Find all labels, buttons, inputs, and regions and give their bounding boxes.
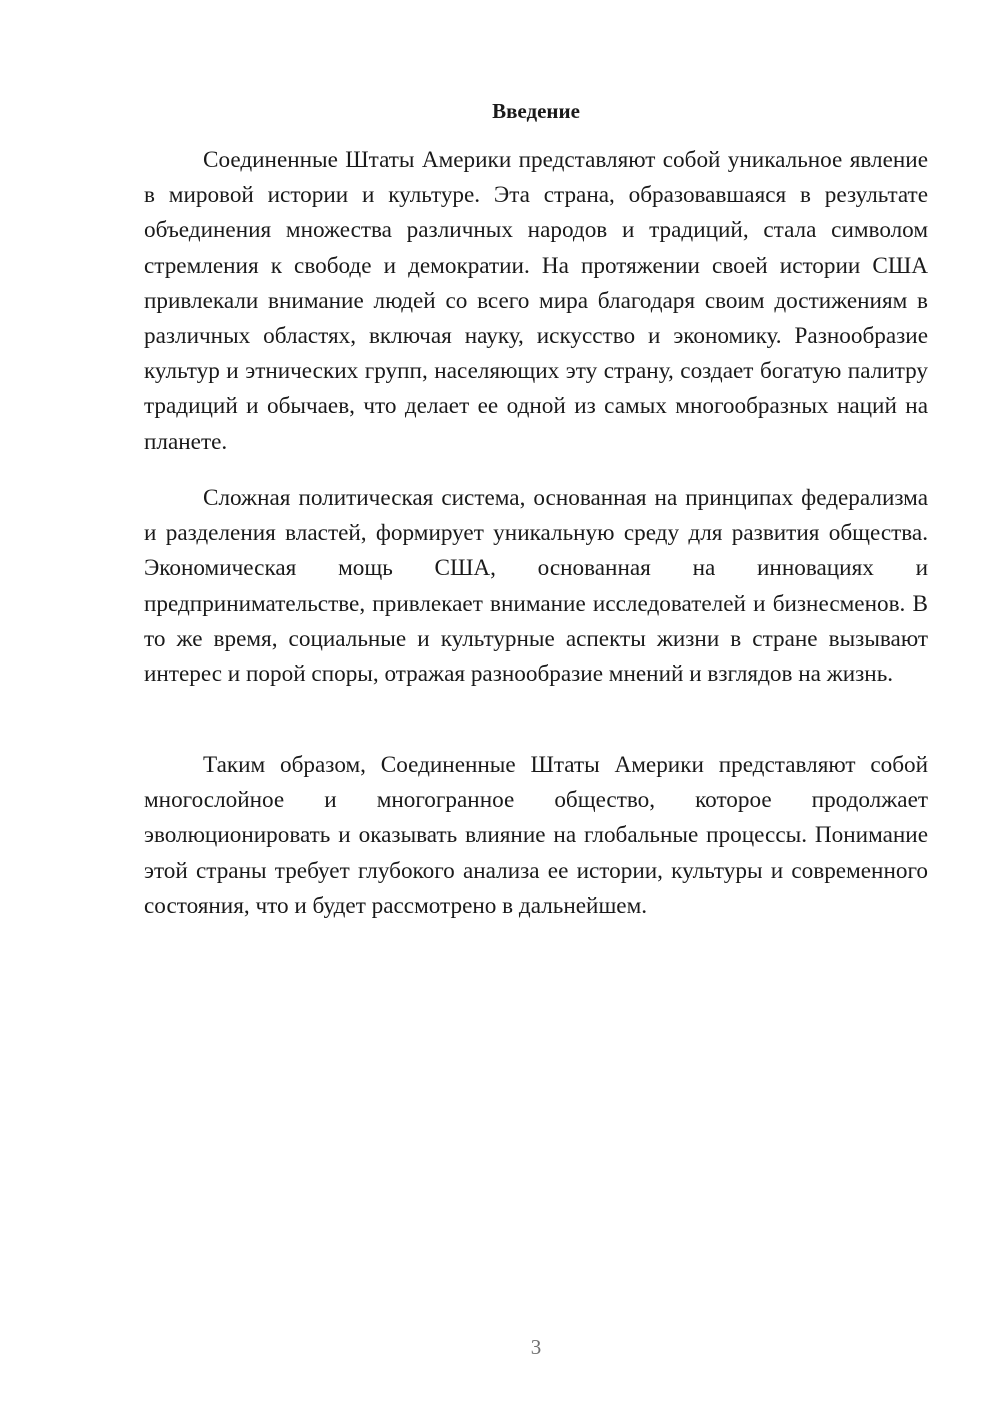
section-heading: Введение — [492, 99, 580, 123]
page-number: 3 — [530, 1335, 542, 1359]
paragraph-1: Соединенные Штаты Америки представляют собой уникальное явление в мировой истории и культуре. Эта страна, образовавшаяся в результате объединения множества различных народов и традиций, стала символом стремления к свободе и демократии. На протяжении своей истории США привлекали внимание людей со всего мира благодаря своим достижениям в различных областях, включая науку, искусство и экономику. Разнообразие культур и этнических групп, населяющих эту страну, создает богатую палитру традиций и обычаев, что делает ее одной из самых многообразных наций на планете. — [144, 147, 928, 455]
paragraph-2: Сложная политическая система, основанная на принципах федерализма и разделения властей, формирует уникальную среду для развития общества. Экономическая мощь США, основанная на инновациях и предпринимательстве, привлекает внимание исследователей и бизнесменов. В то же время, социальные и культурные аспекты жизни в стране вызывают интерес и порой споры, отражая разнообразие мнений и взглядов на жизнь. — [144, 485, 928, 688]
paragraph-3: Таким образом, Соединенные Штаты Америки представляют собой многослойное и многогранное общество, которое продолжает эволюционировать и оказывать влияние на глобальные процессы. Понимание этой страны требует глубокого анализа ее истории, культуры и современного состояния, что и будет рассмотрено в дальнейшем. — [144, 752, 928, 919]
